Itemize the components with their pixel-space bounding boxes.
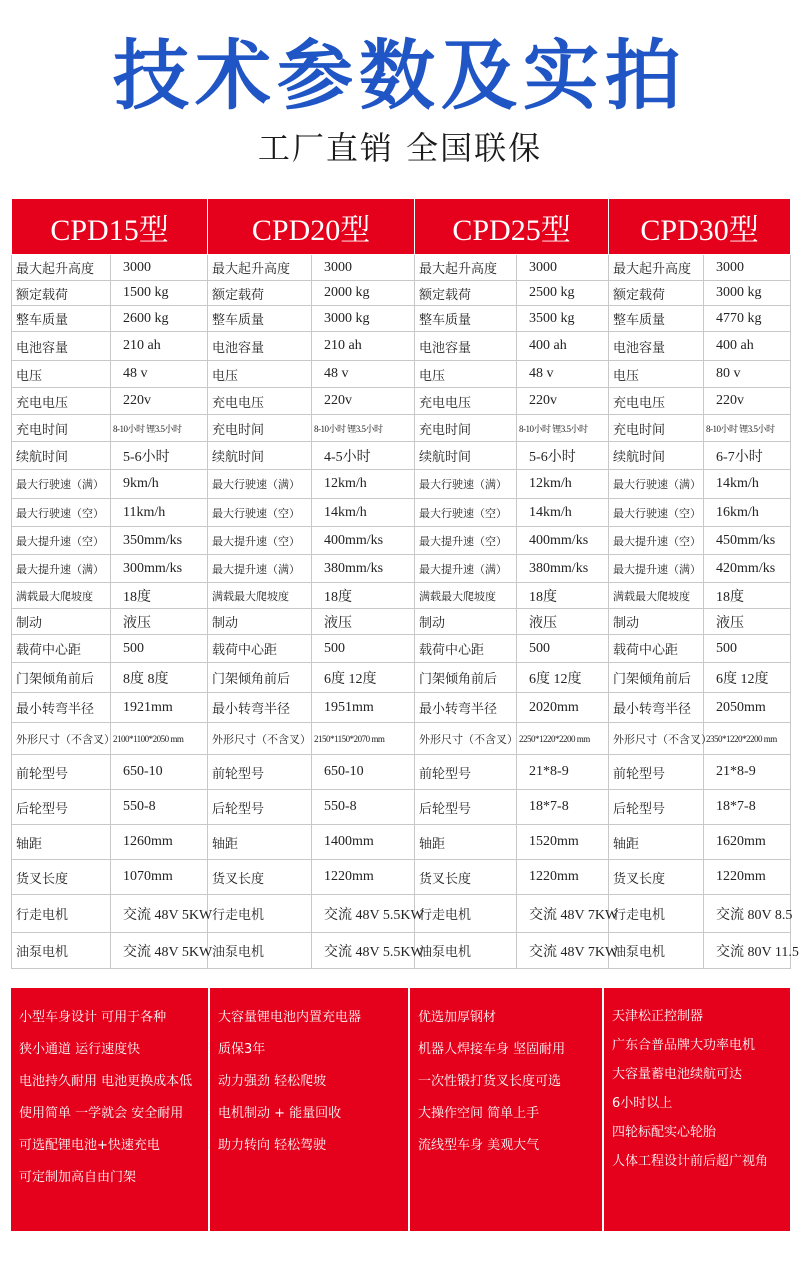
spec-value: 交流 80V 8.5 — [704, 895, 791, 933]
spec-value: 2350*1220*2200 mm — [704, 723, 791, 755]
feature-item: 流线型车身 美观大气 — [418, 1138, 540, 1153]
spec-value: 400mm/ks — [517, 527, 609, 555]
spec-label: 前轮型号 — [609, 755, 704, 790]
spec-label: 整车质量 — [12, 306, 111, 332]
spec-label: 行走电机 — [415, 895, 517, 933]
spec-value: 300mm/ks — [111, 555, 208, 583]
spec-label: 充电时间 — [12, 415, 111, 442]
spec-value: 14km/h — [704, 470, 791, 499]
spec-label: 载荷中心距 — [415, 635, 517, 663]
spec-label: 充电时间 — [208, 415, 312, 442]
spec-row — [12, 825, 791, 860]
spec-value: 8-10小时 锂3.5小时 — [517, 415, 609, 442]
features-panel — [11, 988, 790, 1231]
features-column — [410, 988, 604, 1231]
spec-label: 载荷中心距 — [208, 635, 312, 663]
spec-row — [12, 693, 791, 723]
spec-value: 3000 kg — [704, 281, 791, 306]
spec-value: 2100*1100*2050 mm — [111, 723, 208, 755]
spec-value: 420mm/ks — [704, 555, 791, 583]
spec-label: 电压 — [208, 361, 312, 388]
spec-value: 550-8 — [312, 790, 415, 825]
spec-value: 18*7-8 — [517, 790, 609, 825]
spec-label: 货叉长度 — [415, 860, 517, 895]
spec-label: 充电电压 — [208, 388, 312, 415]
spec-label: 外形尺寸（不含叉） — [12, 723, 111, 755]
spec-row — [12, 755, 791, 790]
spec-value: 11km/h — [111, 499, 208, 527]
feature-item: 天津松正控制器 — [612, 1009, 704, 1024]
spec-label: 整车质量 — [208, 306, 312, 332]
spec-label: 外形尺寸（不含叉） — [208, 723, 312, 755]
spec-label: 电压 — [609, 361, 704, 388]
spec-row — [12, 415, 791, 442]
spec-label: 电压 — [415, 361, 517, 388]
spec-value: 1500 kg — [111, 281, 208, 306]
spec-label: 最小转弯半径 — [12, 693, 111, 723]
spec-value: 6度 12度 — [704, 663, 791, 693]
feature-item: 使用简单 一学就会 安全耐用 — [19, 1106, 184, 1121]
spec-value: 1620mm — [704, 825, 791, 860]
spec-row — [12, 790, 791, 825]
feature-item: 四轮标配实心轮胎 — [612, 1125, 717, 1140]
spec-value: 6度 12度 — [517, 663, 609, 693]
spec-row — [12, 255, 791, 281]
feature-item: 机器人焊接车身 坚固耐用 — [418, 1042, 566, 1057]
spec-label: 电池容量 — [208, 332, 312, 361]
spec-table — [11, 198, 799, 969]
spec-label: 最大提升速（满） — [208, 555, 312, 583]
spec-value: 5-6小时 — [517, 442, 609, 470]
spec-value: 2150*1150*2070 mm — [312, 723, 415, 755]
spec-label: 行走电机 — [609, 895, 704, 933]
feature-item: 狭小通道 运行速度快 — [19, 1042, 141, 1057]
spec-label: 最大行驶速（满） — [415, 470, 517, 499]
spec-value: 350mm/ks — [111, 527, 208, 555]
feature-item: 6小时以上 — [612, 1096, 673, 1111]
spec-row — [12, 281, 791, 306]
spec-value: 220v — [517, 388, 609, 415]
spec-row — [12, 388, 791, 415]
spec-value: 220v — [312, 388, 415, 415]
spec-label: 充电电压 — [415, 388, 517, 415]
spec-label: 最大起升高度 — [609, 255, 704, 281]
spec-value: 550-8 — [111, 790, 208, 825]
spec-label: 最大提升速（满） — [415, 555, 517, 583]
spec-label: 轴距 — [208, 825, 312, 860]
spec-value: 液压 — [704, 609, 791, 635]
spec-value: 14km/h — [517, 499, 609, 527]
spec-label: 外形尺寸（不含叉） — [415, 723, 517, 755]
spec-value: 交流 48V 5KW — [111, 933, 208, 969]
spec-value: 8-10小时 锂3.5小时 — [704, 415, 791, 442]
spec-value: 220v — [111, 388, 208, 415]
spec-value: 2600 kg — [111, 306, 208, 332]
spec-value: 2000 kg — [312, 281, 415, 306]
spec-value: 1951mm — [312, 693, 415, 723]
spec-value: 8度 8度 — [111, 663, 208, 693]
spec-label: 货叉长度 — [609, 860, 704, 895]
spec-label: 前轮型号 — [208, 755, 312, 790]
spec-label: 最大行驶速（满） — [12, 470, 111, 499]
spec-value: 8-10小时 锂3.5小时 — [111, 415, 208, 442]
spec-label: 充电电压 — [12, 388, 111, 415]
spec-label: 轴距 — [12, 825, 111, 860]
spec-label: 油泵电机 — [609, 933, 704, 969]
spec-value: 80 v — [704, 361, 791, 388]
feature-item: 一次性锻打货叉长度可选 — [418, 1074, 562, 1089]
spec-label: 油泵电机 — [415, 933, 517, 969]
spec-label: 最大行驶速（空） — [12, 499, 111, 527]
spec-value: 48 v — [111, 361, 208, 388]
spec-label: 门架倾角前后 — [609, 663, 704, 693]
spec-value: 650-10 — [312, 755, 415, 790]
spec-value: 5-6小时 — [111, 442, 208, 470]
spec-label: 续航时间 — [415, 442, 517, 470]
spec-row — [12, 555, 791, 583]
spec-row — [12, 723, 791, 755]
spec-label: 最大行驶速（满） — [609, 470, 704, 499]
spec-label: 轴距 — [609, 825, 704, 860]
spec-label: 后轮型号 — [415, 790, 517, 825]
spec-value: 21*8-9 — [517, 755, 609, 790]
spec-value: 2020mm — [517, 693, 609, 723]
spec-label: 门架倾角前后 — [415, 663, 517, 693]
spec-label: 行走电机 — [208, 895, 312, 933]
spec-value: 2250*1220*2200 mm — [517, 723, 609, 755]
spec-label: 行走电机 — [12, 895, 111, 933]
spec-value: 18度 — [312, 583, 415, 609]
spec-label: 后轮型号 — [609, 790, 704, 825]
spec-row — [12, 860, 791, 895]
spec-value: 500 — [517, 635, 609, 663]
spec-value: 交流 48V 5.5KW — [312, 895, 415, 933]
spec-label: 最大起升高度 — [208, 255, 312, 281]
spec-label: 最大提升速（空） — [12, 527, 111, 555]
spec-label: 门架倾角前后 — [12, 663, 111, 693]
spec-row — [12, 933, 791, 969]
spec-row — [12, 895, 791, 933]
features-column — [604, 988, 790, 1231]
feature-item: 优选加厚钢材 — [418, 1010, 497, 1025]
spec-row — [12, 361, 791, 388]
spec-value: 交流 48V 5.5KW — [312, 933, 415, 969]
spec-value: 4770 kg — [704, 306, 791, 332]
feature-item: 人体工程设计前后超广视角 — [612, 1154, 769, 1169]
spec-row — [12, 663, 791, 693]
spec-label: 满载最大爬坡度 — [609, 583, 704, 609]
spec-label: 最大提升速（空） — [208, 527, 312, 555]
spec-value: 3500 kg — [517, 306, 609, 332]
spec-value: 18*7-8 — [704, 790, 791, 825]
spec-value: 1070mm — [111, 860, 208, 895]
spec-value: 220v — [704, 388, 791, 415]
spec-label: 额定载荷 — [415, 281, 517, 306]
spec-label: 制动 — [609, 609, 704, 635]
spec-value: 3000 — [111, 255, 208, 281]
spec-label: 电压 — [12, 361, 111, 388]
spec-label: 油泵电机 — [12, 933, 111, 969]
spec-label: 整车质量 — [415, 306, 517, 332]
spec-value: 16km/h — [704, 499, 791, 527]
spec-label: 额定载荷 — [12, 281, 111, 306]
feature-item: 可选配锂电池+快速充电 — [19, 1138, 160, 1153]
spec-value: 210 ah — [312, 332, 415, 361]
spec-value: 3000 — [704, 255, 791, 281]
spec-label: 门架倾角前后 — [208, 663, 312, 693]
spec-row — [12, 442, 791, 470]
spec-label: 最小转弯半径 — [415, 693, 517, 723]
spec-label: 最大行驶速（空） — [415, 499, 517, 527]
spec-value: 1921mm — [111, 693, 208, 723]
spec-label: 最小转弯半径 — [609, 693, 704, 723]
page-title: 技术参数及实拍 — [113, 31, 687, 120]
spec-row — [12, 499, 791, 527]
feature-item: 大操作空间 简单上手 — [418, 1106, 540, 1121]
feature-item: 电池持久耐用 电池更换成本低 — [19, 1074, 193, 1089]
spec-label: 最小转弯半径 — [208, 693, 312, 723]
spec-value: 12km/h — [517, 470, 609, 499]
spec-label: 最大提升速（满） — [609, 555, 704, 583]
spec-label: 电池容量 — [12, 332, 111, 361]
model-header-row — [12, 199, 791, 255]
spec-value: 液压 — [111, 609, 208, 635]
feature-item: 大容量蓄电池续航可达 — [612, 1067, 743, 1082]
model-header: CPD30型 — [609, 199, 791, 255]
spec-value: 48 v — [517, 361, 609, 388]
spec-value: 380mm/ks — [312, 555, 415, 583]
spec-value: 500 — [704, 635, 791, 663]
spec-label: 后轮型号 — [208, 790, 312, 825]
spec-value: 4-5小时 — [312, 442, 415, 470]
spec-value: 500 — [111, 635, 208, 663]
spec-label: 后轮型号 — [12, 790, 111, 825]
spec-value: 12km/h — [312, 470, 415, 499]
spec-label: 整车质量 — [609, 306, 704, 332]
spec-value: 400 ah — [517, 332, 609, 361]
spec-value: 1220mm — [517, 860, 609, 895]
spec-value: 交流 48V 5KW — [111, 895, 208, 933]
spec-value: 14km/h — [312, 499, 415, 527]
spec-label: 油泵电机 — [208, 933, 312, 969]
spec-value: 6-7小时 — [704, 442, 791, 470]
spec-label: 最大起升高度 — [415, 255, 517, 281]
spec-value: 1520mm — [517, 825, 609, 860]
spec-value: 1400mm — [312, 825, 415, 860]
spec-row — [12, 527, 791, 555]
features-column — [210, 988, 410, 1231]
features-column — [11, 988, 210, 1231]
spec-row — [12, 332, 791, 361]
feature-item: 助力转向 轻松驾驶 — [218, 1138, 327, 1153]
feature-item: 动力强劲 轻松爬坡 — [218, 1074, 327, 1089]
spec-value: 3000 — [517, 255, 609, 281]
spec-label: 货叉长度 — [12, 860, 111, 895]
spec-row — [12, 609, 791, 635]
spec-label: 续航时间 — [12, 442, 111, 470]
spec-value: 18度 — [704, 583, 791, 609]
spec-label: 满载最大爬坡度 — [12, 583, 111, 609]
spec-value: 1220mm — [312, 860, 415, 895]
spec-value: 2500 kg — [517, 281, 609, 306]
model-header: CPD15型 — [12, 199, 208, 255]
spec-label: 充电电压 — [609, 388, 704, 415]
spec-label: 额定载荷 — [609, 281, 704, 306]
spec-label: 前轮型号 — [415, 755, 517, 790]
spec-row — [12, 306, 791, 332]
feature-item: 质保3年 — [218, 1042, 266, 1057]
spec-value: 交流 80V 11.5 — [704, 933, 791, 969]
spec-label: 前轮型号 — [12, 755, 111, 790]
spec-label: 最大提升速（空） — [415, 527, 517, 555]
spec-label: 最大行驶速（空） — [609, 499, 704, 527]
spec-value: 500 — [312, 635, 415, 663]
spec-value: 6度 12度 — [312, 663, 415, 693]
feature-item: 小型车身设计 可用于各种 — [19, 1010, 167, 1025]
spec-label: 最大行驶速（满） — [208, 470, 312, 499]
feature-item: 可定制加高自由门架 — [19, 1170, 137, 1185]
spec-row — [12, 635, 791, 663]
spec-label: 电池容量 — [609, 332, 704, 361]
spec-label: 外形尺寸（不含叉） — [609, 723, 704, 755]
model-header: CPD20型 — [208, 199, 415, 255]
spec-label: 最大提升速（满） — [12, 555, 111, 583]
spec-value: 18度 — [517, 583, 609, 609]
spec-value: 液压 — [312, 609, 415, 635]
spec-value: 2050mm — [704, 693, 791, 723]
model-header: CPD25型 — [415, 199, 609, 255]
feature-item: 广东合普品牌大功率电机 — [612, 1038, 756, 1053]
feature-item: 电机制动 + 能量回收 — [218, 1106, 342, 1121]
spec-label: 制动 — [208, 609, 312, 635]
spec-row — [12, 470, 791, 499]
spec-label: 载荷中心距 — [12, 635, 111, 663]
spec-label: 充电时间 — [609, 415, 704, 442]
spec-label: 轴距 — [415, 825, 517, 860]
spec-value: 8-10小时 锂3.5小时 — [312, 415, 415, 442]
spec-row — [12, 583, 791, 609]
spec-value: 650-10 — [111, 755, 208, 790]
spec-label: 电池容量 — [415, 332, 517, 361]
spec-label: 制动 — [415, 609, 517, 635]
spec-value: 交流 48V 7KW — [517, 895, 609, 933]
spec-label: 最大起升高度 — [12, 255, 111, 281]
spec-value: 液压 — [517, 609, 609, 635]
spec-label: 最大行驶速（空） — [208, 499, 312, 527]
spec-value: 380mm/ks — [517, 555, 609, 583]
spec-label: 最大提升速（空） — [609, 527, 704, 555]
spec-value: 3000 kg — [312, 306, 415, 332]
spec-value: 18度 — [111, 583, 208, 609]
spec-value: 400 ah — [704, 332, 791, 361]
spec-label: 充电时间 — [415, 415, 517, 442]
spec-label: 续航时间 — [609, 442, 704, 470]
spec-label: 续航时间 — [208, 442, 312, 470]
feature-item: 大容量锂电池内置充电器 — [218, 1010, 362, 1025]
spec-value: 3000 — [312, 255, 415, 281]
spec-value: 48 v — [312, 361, 415, 388]
spec-value: 1220mm — [704, 860, 791, 895]
spec-value: 450mm/ks — [704, 527, 791, 555]
spec-value: 1260mm — [111, 825, 208, 860]
spec-value: 21*8-9 — [704, 755, 791, 790]
spec-label: 载荷中心距 — [609, 635, 704, 663]
spec-value: 210 ah — [111, 332, 208, 361]
spec-label: 满载最大爬坡度 — [208, 583, 312, 609]
spec-label: 额定载荷 — [208, 281, 312, 306]
spec-label: 满载最大爬坡度 — [415, 583, 517, 609]
spec-value: 交流 48V 7KW — [517, 933, 609, 969]
page-subtitle: 工厂直销 全国联保 — [257, 129, 543, 167]
spec-label: 货叉长度 — [208, 860, 312, 895]
spec-label: 制动 — [12, 609, 111, 635]
spec-value: 9km/h — [111, 470, 208, 499]
spec-value: 400mm/ks — [312, 527, 415, 555]
